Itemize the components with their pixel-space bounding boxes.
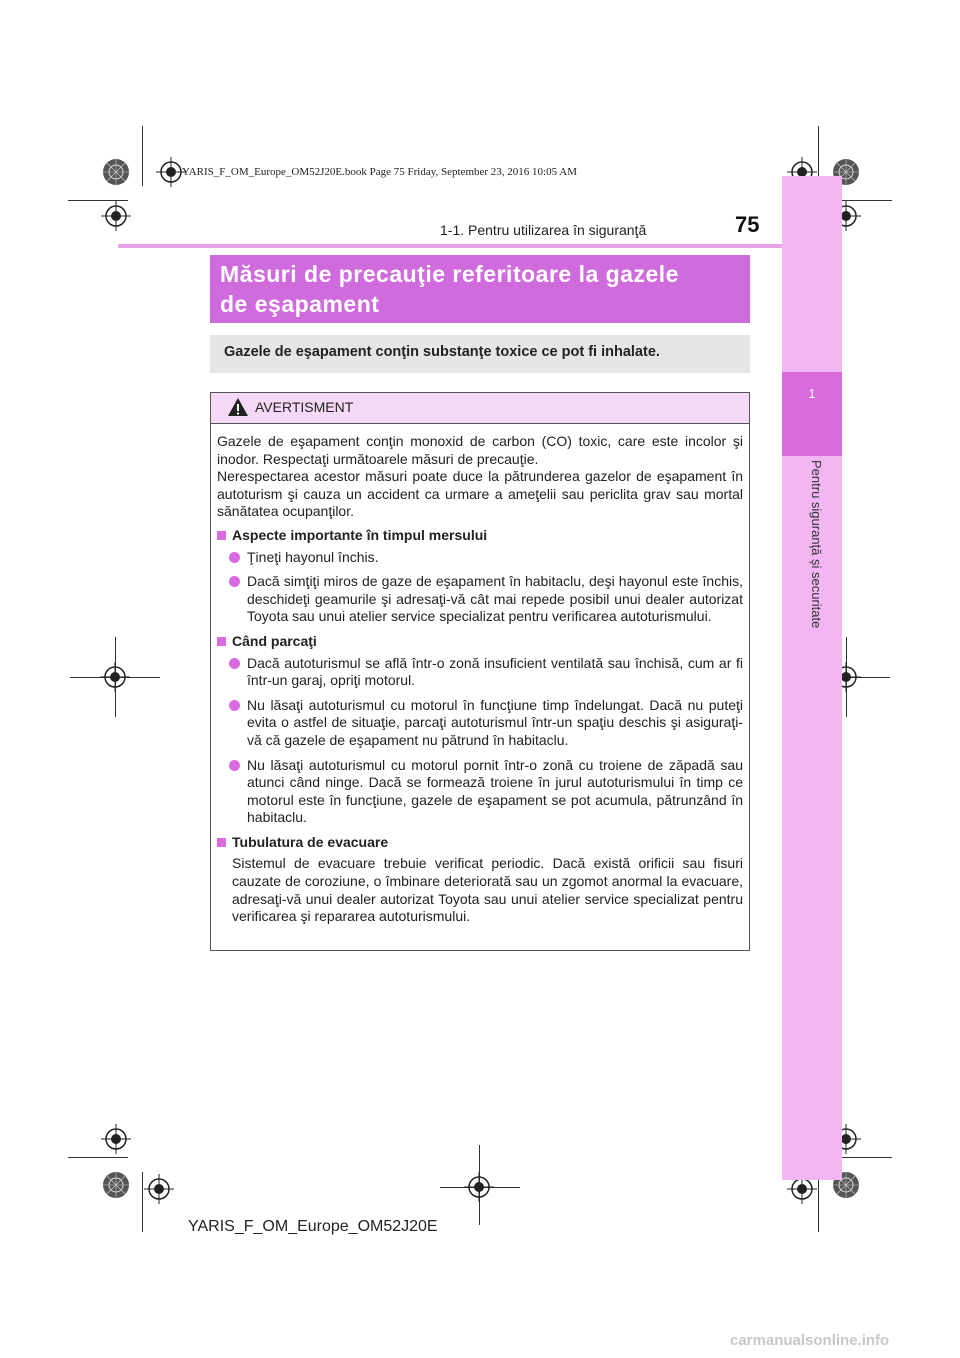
registration-mark-icon bbox=[144, 1174, 174, 1204]
registration-mark-icon bbox=[100, 662, 130, 692]
section-heading-parking: Când parcaţi bbox=[217, 633, 743, 651]
round-bullet-icon bbox=[229, 658, 240, 669]
list-item: Dacă simţiţi miros de gaze de eşapament în habitaclu, deşi hayonul este închis, deschideţi geamurile şi adresaţi-vă cât mai repede posibil unui dealer autorizat Toyota sau unui atelier service specializat pentru verificarea autoturismului. bbox=[217, 573, 743, 626]
warning-label: AVERTISMENT bbox=[255, 399, 354, 415]
page-number: 75 bbox=[735, 212, 760, 237]
list-item: Nu lăsaţi autoturismul cu motorul pornit într-o zonă cu troiene de zăpadă sau atunci când ninge. Dacă se formează troiene în jurul autoturismului în timp ce motorul este în funcţiune, gazele de eşapament se pot acumula, pătrunzând în habitaclu. bbox=[217, 757, 743, 827]
starburst-mark-icon bbox=[101, 157, 131, 187]
page-title bbox=[210, 255, 750, 323]
registration-mark-icon bbox=[101, 201, 131, 231]
chapter-title: Pentru siguranţă şi securitate bbox=[809, 460, 824, 629]
warning-body bbox=[217, 433, 743, 926]
section-heading-exhaust-pipe: Tubulatura de evacuare bbox=[217, 834, 743, 852]
header-rule bbox=[118, 244, 782, 248]
square-bullet-icon bbox=[217, 531, 226, 540]
summary: Gazele de eşapament conţin substanţe toxice ce pot fi inhalate. bbox=[210, 335, 750, 373]
registration-mark-icon bbox=[101, 1124, 131, 1154]
chapter-number-tab bbox=[782, 372, 842, 456]
title-line-2: de eşapament bbox=[220, 291, 380, 317]
warning-intro-consequence: Nerespectarea acestor măsuri poate duce la pătrunderea gazelor de eşapament în autoturism şi cauza un accident ca urmare a ameţelii sau periclita grav sau mortal sănătatea ocupanţilor. bbox=[217, 468, 743, 520]
round-bullet-icon bbox=[229, 576, 240, 587]
chapter-side-tab bbox=[782, 176, 842, 1180]
square-bullet-icon bbox=[217, 637, 226, 646]
starburst-mark-icon bbox=[101, 1170, 131, 1200]
print-info: YARIS_F_OM_Europe_OM52J20E.book Page 75 Friday, September 23, 2016 10:05 AM bbox=[182, 166, 577, 178]
square-bullet-icon bbox=[217, 838, 226, 847]
warning-header bbox=[211, 393, 749, 424]
round-bullet-icon bbox=[229, 760, 240, 771]
watermark: carmanualsonline.info bbox=[730, 1332, 890, 1349]
list-item: Ţineţi hayonul închis. bbox=[217, 549, 743, 567]
warning-triangle-icon bbox=[227, 397, 249, 417]
chapter-number: 1 bbox=[808, 386, 816, 401]
round-bullet-icon bbox=[229, 552, 240, 563]
registration-mark-icon bbox=[464, 1172, 494, 1202]
list-item: Nu lăsaţi autoturismul cu motorul în funcţiune timp îndelungat. Dacă nu puteţi evita o astfel de situaţie, parcaţi autoturismul într-un spaţiu deschis şi asiguraţi-vă că gazele de eşapament nu pătrund în habitaclu. bbox=[217, 697, 743, 750]
footer-document-code: YARIS_F_OM_Europe_OM52J20E bbox=[188, 1218, 438, 1235]
section-heading-driving: Aspecte importante în timpul mersului bbox=[217, 527, 743, 545]
title-line-1: Măsuri de precauţie referitoare la gazele bbox=[220, 261, 679, 287]
exhaust-pipe-text: Sistemul de evacuare trebuie verificat periodic. Dacă există orificii sau fisuri cauzate de coroziune, o îmbinare deteriorată sau un zgomot anormal la evacuare, adresaţi-vă unui dealer autorizat Toyota sau unui atelier service specializat pentru verificarea şi repararea autoturismului. bbox=[232, 855, 743, 925]
section-title: 1-1. Pentru utilizarea în siguranţă bbox=[440, 222, 647, 238]
warning-box bbox=[210, 392, 750, 951]
warning-intro: Gazele de eşapament conţin monoxid de carbon (CO) toxic, care este incolor şi inodor. Respectaţi următoarele măsuri de precauţie. bbox=[217, 433, 743, 467]
list-item: Dacă autoturismul se află într-o zonă insuficient ventilată sau închisă, cum ar fi într-un garaj, opriţi motorul. bbox=[217, 655, 743, 690]
round-bullet-icon bbox=[229, 700, 240, 711]
